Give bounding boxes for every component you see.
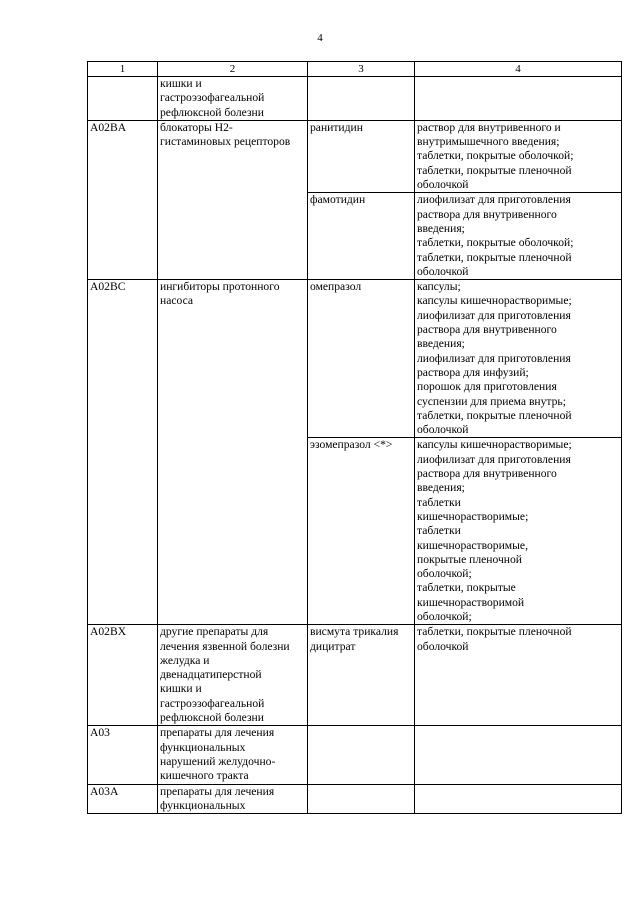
group-line: рефлюксной болезни (160, 105, 264, 119)
form-line: оболочкой (417, 639, 469, 653)
drug-cell: омепразол (308, 280, 415, 438)
group-line: рефлюксной болезни (160, 711, 264, 725)
form-line: оболочкой (417, 264, 469, 278)
page-number: 4 (317, 32, 323, 44)
group-cell (158, 625, 308, 726)
group-cell (158, 77, 308, 121)
group-line: препараты для лечения (160, 726, 275, 740)
form-line: раствор для внутривенного и (417, 120, 561, 134)
table-row (88, 120, 622, 192)
group-line: гистаминовых рецепторов (160, 135, 291, 149)
form-line: введения; (417, 337, 465, 351)
column-header-4: 4 (415, 62, 622, 77)
form-line: суспензии для приема внутрь; (417, 394, 566, 408)
group-cell (158, 280, 308, 625)
form-line: раствора для внутривенного (417, 207, 557, 221)
group-line: лечения язвенной болезни (160, 639, 290, 653)
code-cell: A02BX (88, 625, 158, 726)
form-line: кишечнорастворимые, (417, 538, 528, 552)
form-line: капсулы; (417, 280, 461, 294)
form-line: раствора для инфузий; (417, 365, 529, 379)
form-line: порошок для приготовления (417, 380, 557, 394)
form-line: лиофилизат для приготовления (417, 193, 571, 207)
form-line: кишечнорастворимые; (417, 509, 529, 523)
group-line: функциональных (160, 798, 246, 812)
drug-cell (308, 625, 415, 726)
code-cell: A03A (88, 784, 158, 814)
form-line: лиофилизат для приготовления (417, 351, 571, 365)
group-line: препараты для лечения (160, 784, 275, 798)
code-cell (88, 77, 158, 121)
form-cell (415, 625, 622, 726)
drug-cell: ранитидин (308, 120, 415, 192)
drug-cell (308, 726, 415, 784)
form-cell (415, 280, 622, 438)
code-cell: A02BA (88, 120, 158, 279)
group-line: нарушений желудочно- (160, 754, 276, 768)
form-cell (415, 438, 622, 625)
form-line: таблетки (417, 524, 461, 538)
form-cell (415, 120, 622, 192)
form-line: таблетки (417, 495, 461, 509)
form-line: оболочкой; (417, 609, 472, 623)
table-row (88, 77, 622, 121)
group-line: гастроэзофагеальной (160, 91, 265, 105)
group-line: функциональных (160, 740, 246, 754)
group-line: кишки и (160, 682, 202, 696)
group-cell (158, 120, 308, 279)
group-line: блокаторы Н2- (160, 120, 233, 134)
drug-line: висмута трикалия (310, 625, 399, 639)
code-cell: A02BC (88, 280, 158, 625)
form-line: раствора для внутривенного (417, 467, 557, 481)
group-line: ингибиторы протонного (160, 280, 280, 294)
form-cell (415, 784, 622, 814)
group-line: кишечного тракта (160, 769, 249, 783)
drug-cell (308, 784, 415, 814)
drug-line: дицитрат (310, 639, 356, 653)
form-line: лиофилизат для приготовления (417, 308, 571, 322)
form-line: оболочкой; (417, 567, 472, 581)
form-line: таблетки, покрытые (417, 581, 516, 595)
form-line: оболочкой (417, 178, 469, 192)
group-line: двенадцатиперстной (160, 668, 262, 682)
column-header-1: 1 (88, 62, 158, 77)
group-line: другие препараты для (160, 625, 269, 639)
group-line: желудка и (160, 653, 210, 667)
form-line: таблетки, покрытые оболочкой; (417, 236, 574, 250)
group-cell (158, 726, 308, 784)
form-line: лиофилизат для приготовления (417, 452, 571, 466)
form-line: капсулы кишечнорастворимые; (417, 294, 572, 308)
form-cell (415, 726, 622, 784)
drug-cell: эзомепразол <*> (308, 438, 415, 625)
column-header-3: 3 (308, 62, 415, 77)
form-cell (415, 77, 622, 121)
form-cell (415, 193, 622, 280)
drug-cell (308, 77, 415, 121)
form-line: таблетки, покрытые пленочной (417, 625, 572, 639)
code-cell: A03 (88, 726, 158, 784)
medicine-table (87, 61, 622, 814)
group-line: кишки и (160, 77, 202, 90)
drug-cell: фамотидин (308, 193, 415, 280)
form-line: оболочкой (417, 423, 469, 437)
form-line: кишечнорастворимой (417, 595, 525, 609)
form-line: введения; (417, 481, 465, 495)
form-line: таблетки, покрытые оболочкой; (417, 149, 574, 163)
form-line: таблетки, покрытые пленочной (417, 408, 572, 422)
table-row (88, 625, 622, 726)
table-row (88, 726, 622, 784)
group-cell (158, 784, 308, 814)
form-line: введения; (417, 221, 465, 235)
form-line: таблетки, покрытые пленочной (417, 163, 572, 177)
table-row (88, 280, 622, 438)
form-line: капсулы кишечнорастворимые; (417, 438, 572, 452)
form-line: внутримышечного введения; (417, 135, 560, 149)
form-line: покрытые пленочной (417, 552, 522, 566)
header-row (88, 62, 622, 77)
group-line: гастроэзофагеальной (160, 696, 265, 710)
form-line: таблетки, покрытые пленочной (417, 250, 572, 264)
table-row (88, 784, 622, 814)
group-line: насоса (160, 294, 194, 308)
form-line: раствора для внутривенного (417, 323, 557, 337)
column-header-2: 2 (158, 62, 308, 77)
